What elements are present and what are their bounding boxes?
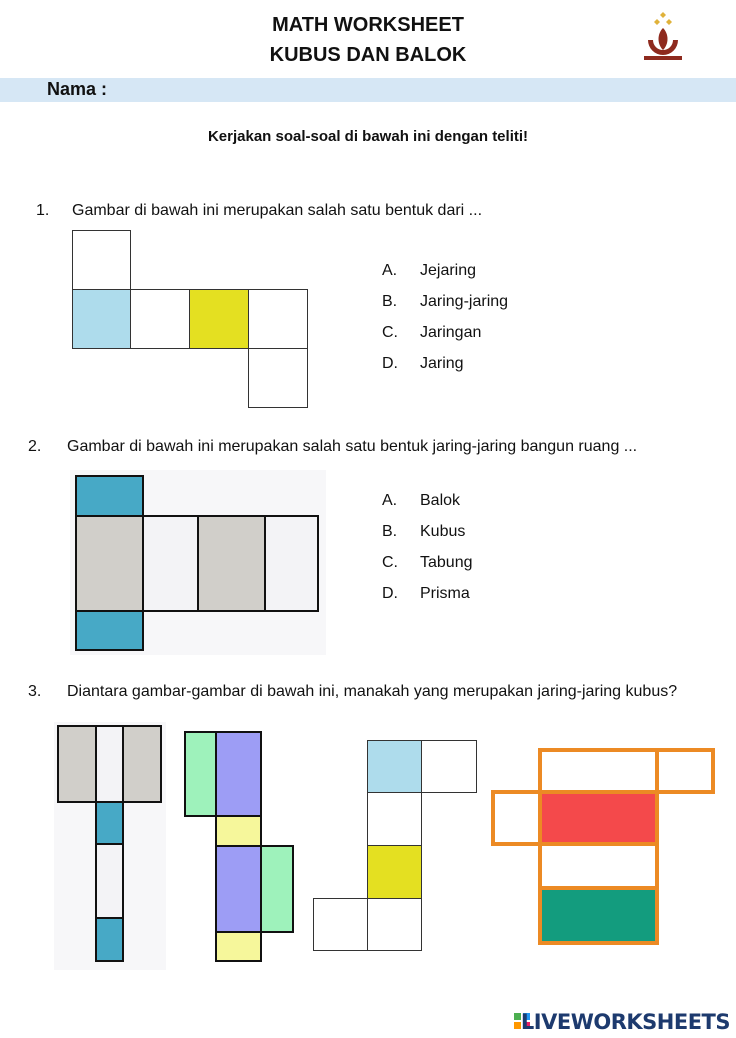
option-letter: B. — [382, 523, 398, 540]
net-face — [95, 843, 124, 919]
net-face — [248, 289, 308, 349]
option-text: Jejaring — [420, 262, 477, 279]
net-face — [215, 931, 262, 962]
worksheet-title-line2: KUBUS DAN BALOK — [269, 44, 467, 66]
net-face — [189, 289, 249, 349]
option-text: Balok — [420, 492, 461, 509]
net-face — [248, 348, 308, 408]
net-face — [122, 725, 162, 803]
net-face — [95, 801, 124, 845]
question-1-number: 1. — [36, 202, 50, 219]
net-face — [655, 748, 715, 794]
net-face — [57, 725, 97, 803]
net-face — [142, 515, 199, 612]
net-face — [95, 725, 124, 803]
net-face — [75, 610, 144, 651]
option-letter: A. — [382, 262, 398, 279]
option-letter: A. — [382, 492, 398, 509]
net-face — [538, 842, 659, 890]
instruction-text: Kerjakan soal-soal di bawah ini dengan teliti! — [207, 128, 529, 145]
net-face — [75, 515, 144, 612]
net-face — [538, 790, 659, 846]
net-face — [367, 898, 422, 951]
liveworksheets-brand[interactable]: LIVEWORKSHEETS — [520, 1010, 730, 1034]
net-face — [75, 475, 144, 517]
net-face — [215, 815, 262, 847]
question-3-number: 3. — [28, 683, 42, 700]
name-label: Nama : — [47, 79, 108, 99]
net-face — [130, 289, 190, 349]
option-text: Kubus — [420, 523, 466, 540]
net-face — [538, 886, 659, 945]
net-face — [72, 289, 131, 349]
net-face — [367, 740, 422, 793]
option-text: Prisma — [420, 585, 470, 602]
net-face — [260, 845, 294, 933]
school-emblem-icon — [638, 12, 688, 62]
option-letter: B. — [382, 293, 398, 310]
worksheet-title-line1: MATH WORKSHEET — [272, 14, 464, 36]
net-face — [215, 731, 262, 817]
question-2-number: 2. — [28, 438, 42, 455]
net-face — [95, 917, 124, 962]
net-face — [184, 731, 217, 817]
option-letter: D. — [382, 585, 398, 602]
net-face — [421, 740, 477, 793]
net-face — [491, 790, 542, 846]
question-1-text: Gambar di bawah ini merupakan salah satu bentuk dari ... — [72, 202, 483, 219]
net-face — [264, 515, 319, 612]
net-face — [367, 845, 422, 899]
question-3-text: Diantara gambar-gambar di bawah ini, manakah yang merupakan jaring-jaring kubus? — [67, 683, 678, 700]
question-2-text: Gambar di bawah ini merupakan salah satu bentuk jaring-jaring bangun ruang ... — [67, 438, 638, 455]
net-face — [197, 515, 266, 612]
net-face — [313, 898, 368, 951]
option-letter: D. — [382, 355, 398, 372]
option-text: Jaring — [420, 355, 464, 372]
name-bar — [0, 78, 736, 102]
option-text: Tabung — [420, 554, 473, 571]
option-letter: C. — [382, 324, 398, 341]
net-face — [215, 845, 262, 933]
option-letter: C. — [382, 554, 398, 571]
net-face — [367, 792, 422, 846]
option-text: Jaring-jaring — [420, 293, 509, 310]
net-face — [72, 230, 131, 290]
option-text: Jaringan — [420, 324, 482, 341]
